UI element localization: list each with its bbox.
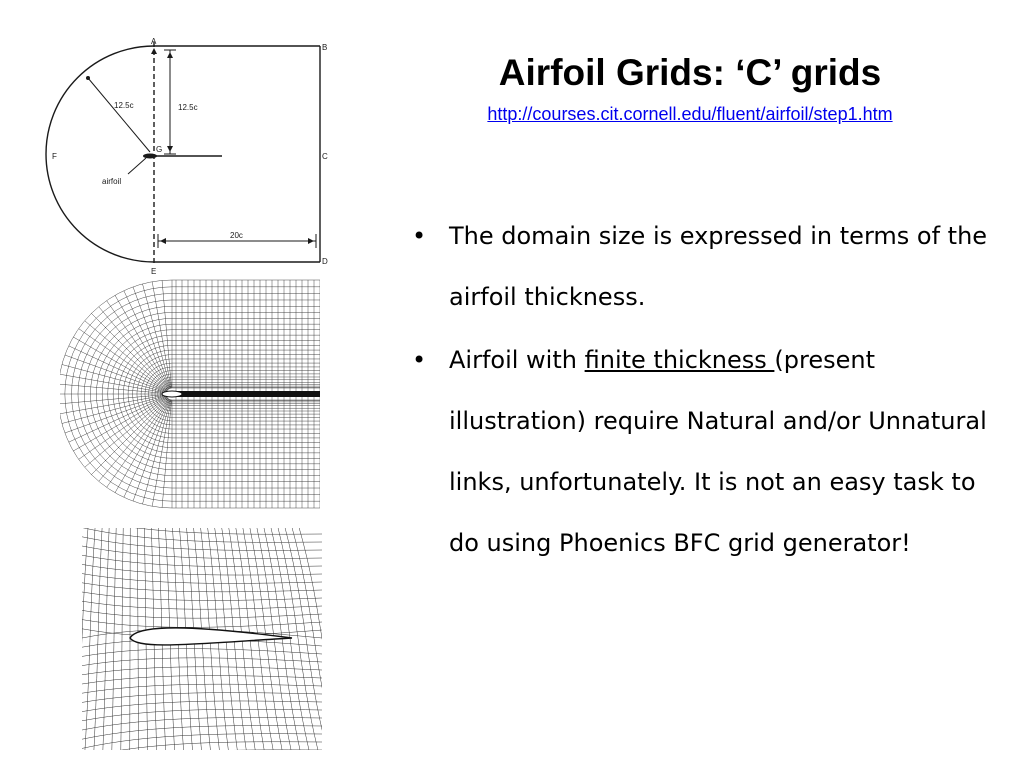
source-link[interactable]: http://courses.cit.cornell.edu/fluent/airfoil/step1.htm — [487, 104, 893, 124]
airfoil-pointer-line — [128, 158, 146, 174]
domain-boundary-arc — [46, 46, 154, 262]
bullet-text: Airfoil with — [449, 346, 585, 374]
point-label-d: D — [322, 257, 328, 266]
point-label-a: A — [151, 37, 157, 46]
bullet-item-1 — [412, 206, 1002, 328]
airfoil-shape-mesh — [162, 391, 182, 397]
point-label-e: E — [151, 267, 157, 276]
bullet-dot: • — [412, 222, 427, 250]
domain-schematic-figure — [40, 36, 340, 276]
underlined-phrase: finite thickness — [584, 346, 775, 374]
bullet-item-2 — [412, 330, 1002, 574]
airfoil-shape — [143, 154, 157, 159]
airfoil-label: airfoil — [102, 177, 122, 186]
wake-cluster — [170, 391, 320, 397]
point-label-f: F — [52, 152, 57, 161]
width-label: 20c — [230, 231, 243, 240]
radius-dimension-line — [88, 78, 150, 152]
bullet-list — [412, 206, 1002, 576]
radius-label: 12.5c — [114, 101, 134, 110]
airfoil-closeup-mesh-figure — [82, 528, 322, 750]
bullet-text: The domain size is expressed in terms of the airfoil thickness. — [449, 222, 988, 311]
c-grid-mesh-figure — [60, 270, 320, 520]
point-label-g: G — [156, 145, 163, 154]
height-label: 12.5c — [178, 103, 198, 112]
slide-title: Airfoil Grids: ‘C’ grids — [498, 52, 882, 93]
bullet-dot: • — [412, 346, 427, 374]
point-label-c: C — [322, 152, 328, 161]
point-label-b: B — [322, 43, 328, 52]
bullet-text: (present illustration) require Natural and/or Unnatural links, unfortunately. It is not an easy task to do using Phoenics BFC grid generator! — [449, 346, 987, 557]
